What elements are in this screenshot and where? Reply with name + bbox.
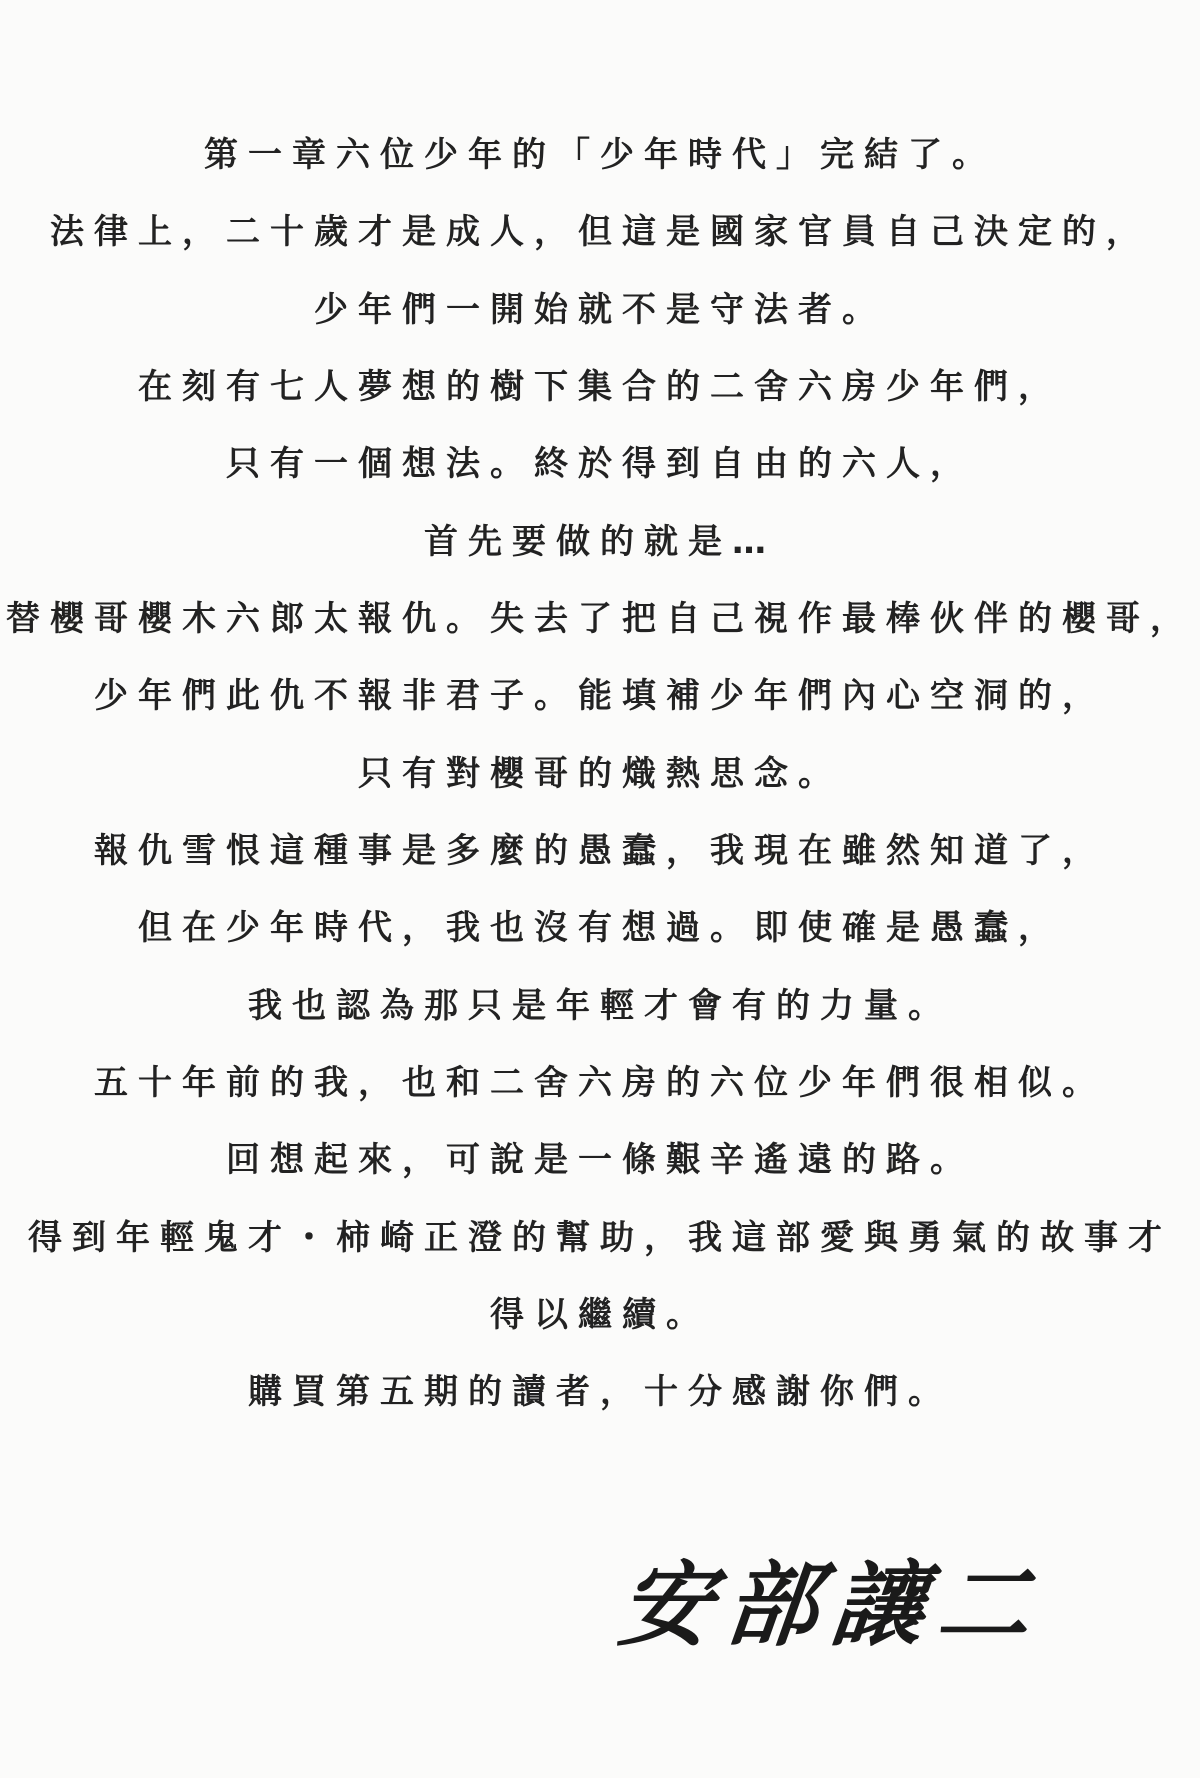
- letter-line: 報仇雪恨這種事是多麼的愚蠢，我現在雖然知道了，: [94, 831, 1106, 871]
- letter-line: 替櫻哥櫻木六郎太報仇。失去了把自己視作最棒伙伴的櫻哥，: [6, 599, 1194, 639]
- letter-line: 少年們此仇不報非君子。能填補少年們內心空洞的，: [94, 676, 1106, 716]
- letter-line: 首先要做的就是…: [424, 522, 776, 562]
- letter-line: 少年們一開始就不是守法者。: [314, 290, 886, 330]
- letter-line: 回想起來，可說是一條艱辛遙遠的路。: [226, 1140, 974, 1180]
- letter-line: 得到年輕鬼才・柿崎正澄的幫助，我這部愛與勇氣的故事才: [28, 1218, 1172, 1258]
- letter-line: 五十年前的我，也和二舍六房的六位少年們很相似。: [94, 1063, 1106, 1103]
- author-signature: 安部讓二: [614, 1551, 1050, 1659]
- letter-line: 第一章六位少年的「少年時代」完結了。: [204, 135, 996, 175]
- letter-line: 我也認為那只是年輕才會有的力量。: [248, 986, 952, 1026]
- letter-line: 但在少年時代，我也沒有想過。即使確是愚蠢，: [138, 908, 1062, 948]
- letter-line: 法律上，二十歲才是成人，但這是國家官員自己決定的，: [50, 212, 1150, 252]
- letter-line: 購買第五期的讀者，十分感謝你們。: [248, 1372, 952, 1412]
- letter-line: 只有一個想法。終於得到自由的六人，: [226, 444, 974, 484]
- letter-line: 在刻有七人夢想的樹下集合的二舍六房少年們，: [138, 367, 1062, 407]
- letter-line: 只有對櫻哥的熾熱思念。: [358, 754, 842, 794]
- letter-line: 得以繼續。: [490, 1295, 710, 1335]
